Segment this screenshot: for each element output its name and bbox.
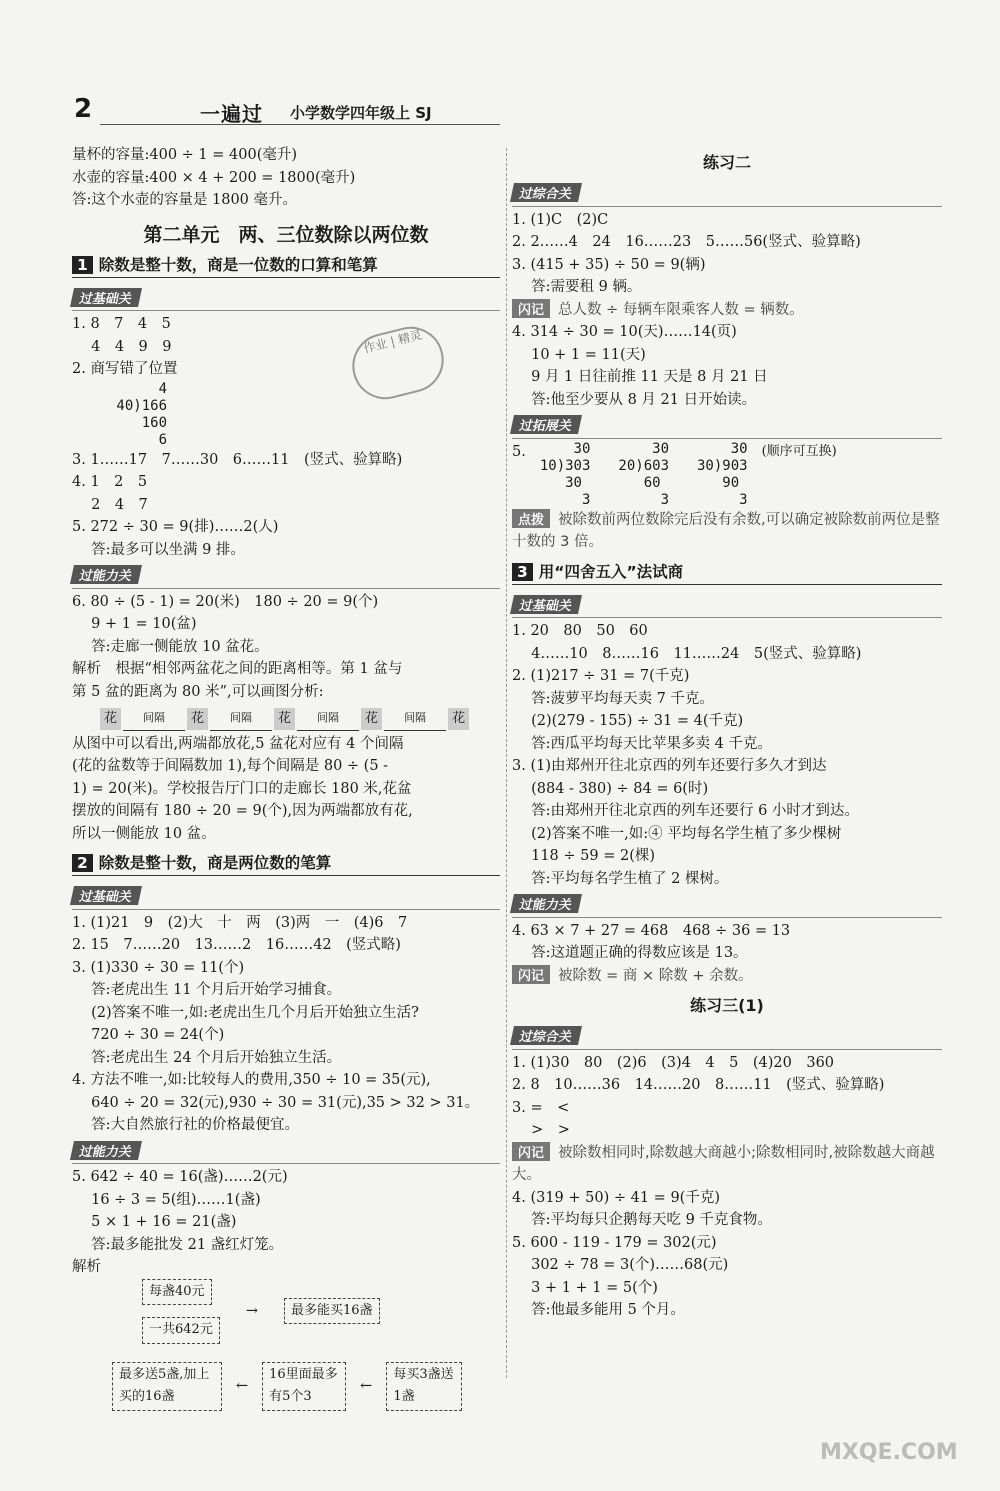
text-line: (2)答案不唯一,如:老虎出生几个月后开始独立生活? [72,1004,419,1021]
question-number: 5. [512,443,526,460]
text-line: 1. (1)C (2)C [512,211,609,228]
tip-text: 被除数相同时,除数越大商越小;除数相同时,被除数越大商越大。 [512,1144,935,1183]
text-line: (花的盆数等于间隔数加 1),每个间隔是 80 ÷ (5 - [72,758,389,774]
tip-label: 闪记 [512,1142,550,1161]
section-number: 2 [72,854,93,872]
text-line: 3. 1……17 7……30 6……11 (竖式、验算略) [72,451,403,468]
flow-box: 最多送5盏,加上买的16盏 [112,1362,222,1411]
band-combo: 过综合关 [510,1026,582,1045]
gap-label: 间隔 [384,707,446,731]
text-line: 答:这个水壶的容量是 1800 毫升。 [72,192,298,208]
text-line: 2. (1)217 ÷ 31 = 7(千克) [512,668,690,684]
flower-label: 花 [187,708,208,731]
text-line: 答:平均每只企鹅每天吃 9 千克食物。 [512,1212,772,1228]
band-basic: 过基础关 [70,886,142,905]
arrow-left-icon: ← [360,1377,373,1394]
text-line: 2. 商写错了位置 [72,361,178,377]
section-2-title [72,851,500,876]
tip-line [512,1142,942,1187]
text-line: 720 ÷ 30 = 24(个) [72,1027,225,1043]
text-line: 2 4 7 [72,496,148,513]
text-line: 3. = < [512,1099,570,1116]
division-b: 30 20)603 60 3 [618,440,669,508]
text-line: 302 ÷ 78 = 3(个)……68(元) [512,1257,729,1273]
flow-box: 最多能买16盏 [284,1298,380,1325]
flow-box: 每盏40元 [142,1279,212,1306]
text-line: 5. 272 ÷ 30 = 9(排)……2(人) [72,519,279,535]
text-line: 4. 方法不唯一,如:比较每人的费用,350 ÷ 10 = 35(元), [72,1072,431,1088]
text-line: 答:由郑州开往北京西的列车还要行 6 小时才到达。 [512,803,859,819]
gap-label: 间隔 [123,707,185,731]
tip-text: 被除数 = 商 × 除数 + 余数。 [558,967,753,984]
arrow-right-icon: → [245,1302,258,1319]
flower-diagram [100,707,500,731]
stamp-logo: 作业 | 精灵 [345,320,450,406]
band-power: 过能力关 [70,565,142,584]
text-line: 5. 642 ÷ 40 = 16(盏)……2(元) [72,1169,288,1185]
text-line: 5. 600 - 119 - 179 = 302(元) [512,1234,717,1251]
text-line: 2. 8 10……36 14……20 8……11 (竖式、验算略) [512,1077,885,1093]
flow-diagram [119,1279,500,1411]
gap-label: 间隔 [210,707,272,731]
section-number: 3 [512,563,533,581]
tip-label: 点拨 [512,509,550,528]
text-line: 1. (1)30 80 (2)6 (3)4 4 5 (4)20 360 [512,1054,835,1071]
page-number: 2 [74,94,93,124]
unit-title: 第二单元 两、三位数除以两位数 [143,223,429,246]
text-line: 答:菠萝平均每天卖 7 千克。 [512,690,714,707]
text-line: 4. (319 + 50) ÷ 41 = 9(千克) [512,1189,720,1206]
text-line: (884 - 380) ÷ 84 = 6(时) [512,780,709,797]
text-line: 4……10 8……16 11……24 5(竖式、验算略) [512,645,862,662]
division-c: 30 30)903 90 3 [697,440,748,508]
text-line: 4. 314 ÷ 30 = 10(天)……14(页) [512,324,737,340]
band-basic: 过基础关 [510,595,582,614]
text-line: 2. 2……4 24 16……23 5……56(竖式、验算略) [512,234,861,250]
left-column [72,144,500,1411]
section-title-text: 除数是整十数，商是两位数的笔算 [98,854,332,872]
right-column [512,144,942,1322]
band-power: 过能力关 [510,894,582,913]
q5-note: (顺序可互换) [761,443,837,459]
band-power: 过能力关 [70,1141,142,1160]
tip-line [512,509,942,554]
exercise-3-title: 练习三(1) [690,996,764,1015]
text-line: 1) = 20(米)。学校报告厅门口的走廊长 180 米,花盆 [72,780,412,797]
tip-text: 被除数前两位数除完后没有余数,可以确定被除数前两位是整十数的 3 倍。 [512,511,940,550]
text-line: 5 × 1 + 16 = 21(盏) [72,1214,237,1230]
page-header [0,92,1000,136]
band-extension: 过拓展关 [510,415,582,434]
subject-label: 小学数学四年级上 SJ [290,104,432,122]
column-divider [506,148,507,1378]
section-title-text: 除数是整十数，商是一位数的口算和笔算 [98,255,378,274]
header-rule [100,124,500,125]
text-line: 118 ÷ 59 = 2(棵) [512,848,656,864]
text-line: 1. (1)21 9 (2)大 十 两 (3)两 一 (4)6 7 [72,914,408,931]
text-line: 16 ÷ 3 = 5(组)……1(盏) [72,1191,261,1208]
text-line: (2)答案不唯一,如:④ 平均每名学生植了多少棵树 [512,825,842,842]
text-line: 答:需要租 9 辆。 [512,279,642,295]
watermark: MXQE.COM [820,1440,958,1465]
section-3-title [512,560,942,585]
text-line: 解析 [72,1259,101,1275]
text-line: 答:最多能批发 21 盏红灯笼。 [72,1236,284,1253]
text-line: 3. (415 + 35) ÷ 50 = 9(辆) [512,256,706,273]
text-line: 答:西瓜平均每天比苹果多卖 4 千克。 [512,735,772,752]
section-number: 1 [72,256,93,274]
text-line: 10 + 1 = 11(天) [512,346,646,363]
arrow-left-icon: ← [236,1377,249,1394]
text-line: 答:平均每名学生植了 2 棵树。 [512,870,729,887]
text-line: (2)(279 - 155) ÷ 31 = 4(千克) [512,713,744,729]
band-basic: 过基础关 [70,288,142,307]
section-1-title [72,253,500,278]
text-line: 4 4 9 9 [72,338,172,355]
section-title-text: 用“四舍五入”法试商 [538,562,684,581]
gap-label: 间隔 [297,707,359,731]
text-line: 9 + 1 = 10(盆) [72,616,197,632]
text-line: 解析 根据“相邻两盆花之间的距离相等。第 1 盆与 [72,661,403,677]
text-line: 答:最多可以坐满 9 排。 [72,541,245,558]
text-line: 所以一侧能放 10 盆。 [72,825,216,842]
text-line: 摆放的间隔有 180 ÷ 20 = 9(个),因为两端都放有花, [72,803,413,819]
text-line: 3 + 1 + 1 = 5(个) [512,1279,658,1296]
text-line: 6. 80 ÷ (5 - 1) = 20(米) 180 ÷ 20 = 9(个) [72,593,379,610]
tip-text: 总人数 ÷ 每辆车限乘客人数 = 辆数。 [558,301,804,318]
text-line: 3. (1)由郑州开往北京西的列车还要行多久才到达 [512,758,827,774]
flow-box: 一共642元 [142,1317,220,1344]
text-line: 3. (1)330 ÷ 30 = 11(个) [72,959,245,976]
text-line: 答:老虎出生 24 个月后开始独立生活。 [72,1049,342,1066]
tip-line [512,965,942,988]
brand-logo: 一遍过 [200,102,263,126]
text-line: > > [512,1122,570,1138]
text-line: 答:老虎出生 11 个月后开始学习捕食。 [72,982,342,998]
text-line: 答:大自然旅行社的价格最便宜。 [72,1117,299,1133]
flower-label: 花 [274,708,295,731]
division-a: 30 10)303 30 3 [539,440,591,508]
text-line: 答:他最多能用 5 个月。 [512,1302,685,1318]
tip-line [512,299,942,322]
tip-label: 闪记 [512,965,550,984]
flow-box: 每买3盏送1盏 [386,1362,462,1411]
text-line: 1. 20 80 50 60 [512,623,648,639]
text-line: 4. 1 2 5 [72,474,148,490]
text-line: 第 5 盆的距离为 80 米”,可以画图分析: [72,683,324,700]
text-line: 9 月 1 日往前推 11 天是 8 月 21 日 [512,369,768,385]
long-division: 4 40)166 160 6 [116,380,168,448]
exercise-2-title: 练习二 [702,153,751,172]
text-line: 答:这道题正确的得数应该是 13。 [512,945,748,961]
text-line: 答:他至少要从 8 月 21 日开始读。 [512,391,757,408]
flower-label: 花 [361,708,382,731]
text-line: 量杯的容量:400 ÷ 1 = 400(毫升) [72,147,298,163]
text-line: 4. 63 × 7 + 27 = 468 468 ÷ 36 = 13 [512,922,791,939]
text-line: 从图中可以看出,两端都放花,5 盆花对应有 4 个间隔 [72,735,404,752]
text-line: 1. 8 7 4 5 [72,316,171,332]
text-line: 水壶的容量:400 × 4 + 200 = 1800(毫升) [72,169,356,186]
band-combo: 过综合关 [510,183,582,202]
flower-label: 花 [100,708,121,731]
text-line: 2. 15 7……20 13……2 16……42 (竖式略) [72,937,401,953]
text-line: 答:走廊一侧能放 10 盆花。 [72,638,269,655]
text-line: 640 ÷ 20 = 32(元),930 ÷ 30 = 31(元),35 > 32 > 31。 [72,1094,480,1111]
flower-label: 花 [448,708,469,731]
flow-box: 16里面最多有5个3 [262,1362,346,1411]
tip-label: 闪记 [512,299,550,318]
q5-divisions [512,441,942,509]
